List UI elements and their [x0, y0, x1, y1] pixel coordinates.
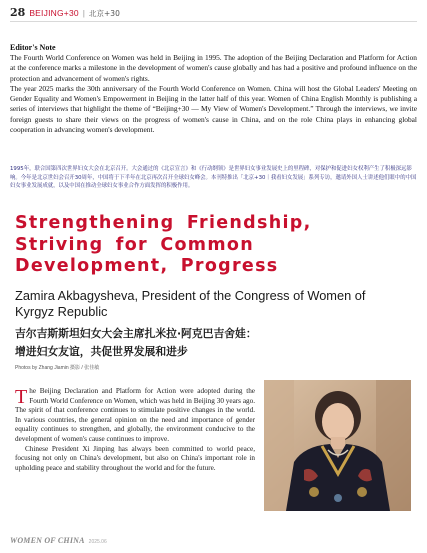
page-footer	[10, 536, 107, 545]
portrait-photo	[264, 380, 411, 511]
issue-date: 2025.06	[88, 539, 107, 545]
magazine-logo: WOMEN OF CHINA	[10, 536, 85, 545]
editors-note-title: Editor's Note	[10, 43, 56, 52]
article-headline	[15, 213, 415, 278]
body-paragraph	[15, 387, 255, 445]
drop-cap: T	[15, 386, 28, 408]
headline-line: Striving for Common	[15, 234, 254, 255]
editors-note-paragraph: The year 2025 marks the 30th anniversary of the Fourth World Conference on Women. China will host the Global Leaders' Meeting on Gender Equality and Women's Empowerment in Beijing in the latter half of this year. Women of China English Monthly is publishing a series of interviews that highlight the theme of “Beijing+30 — My View of Women's Development.” Through the interviews, we invite foreign guests to share their views on the progress of women's cause in China, and on the role China plays in enhancing global cooperation in advancing women's development.	[10, 83, 417, 135]
headline-line: Strengthening Friendship,	[15, 213, 312, 233]
article-body	[15, 387, 255, 473]
header-divider	[10, 21, 417, 22]
editors-note-chinese: 1995年，联合国第四次世界妇女大会在北京召开。大会通过的《北京宣言》和《行动纲领》是世界妇女事业发展史上的里程碑，对保护和促进妇女权利产生了积极深远影响。今年是北京世妇会召开30周年，中国将于下半年在北京再次召开全球妇女峰会。本刊特推出「北京+30｜我看妇女发展」系列专访，邀请外国人士讲述他们眼中的中国妇女事业发展成就，以及中国在推动全球妇女事业合作方面发挥的积极作用。	[10, 166, 417, 190]
headline-line: Development, Progress	[15, 256, 279, 276]
page-number: 28	[10, 6, 26, 19]
section-separator: |	[82, 8, 86, 18]
photo-credit: Photos by Zhang Jiamin 摄影 / 张佳敏	[15, 365, 100, 371]
body-paragraph-text: he Beijing Declaration and Platform for Action were adopted during the Fourth World Conference on Women, which was held in Beijing 30 years ago. The spirit of that conference continues to stimulate positive changes in the world. In various countries, the general opinion on the need and importance of gender equality continues to strengthen, and globally, the environment conducive to the development of women's cause continues to improve.	[15, 387, 255, 443]
article-subtitle-cn	[15, 325, 415, 361]
editors-note-body	[10, 53, 417, 135]
section-name-en: BEIJING+30	[29, 8, 79, 18]
page-header	[10, 6, 120, 20]
editors-note-paragraph: The Fourth World Conference on Women was held in Beijing in 1995. The adoption of the Beijing Declaration and Platform for Action at the conference marks a milestone in the development of women's cause globally and has had a positive and profound influence on the protection and advancement of women's rights.	[10, 53, 417, 83]
section-name-cn: 北京+30	[89, 9, 120, 18]
body-paragraph: Chinese President Xi Jinping has always been committed to world peace, focusing not only on China's development, but also on China's important role in upholding peace and stability throughout the world and for the future.	[15, 444, 255, 472]
article-subtitle-en: Zamira Akbagysheva, President of the Congress of Women of Kyrgyz Republic	[15, 288, 366, 319]
subtitle-cn-line: 吉尔吉斯斯坦妇女大会主席扎米拉·阿克巴吉舍娃：	[15, 327, 257, 340]
subtitle-cn-line: 增进妇女友谊，共促世界发展和进步	[15, 345, 188, 358]
